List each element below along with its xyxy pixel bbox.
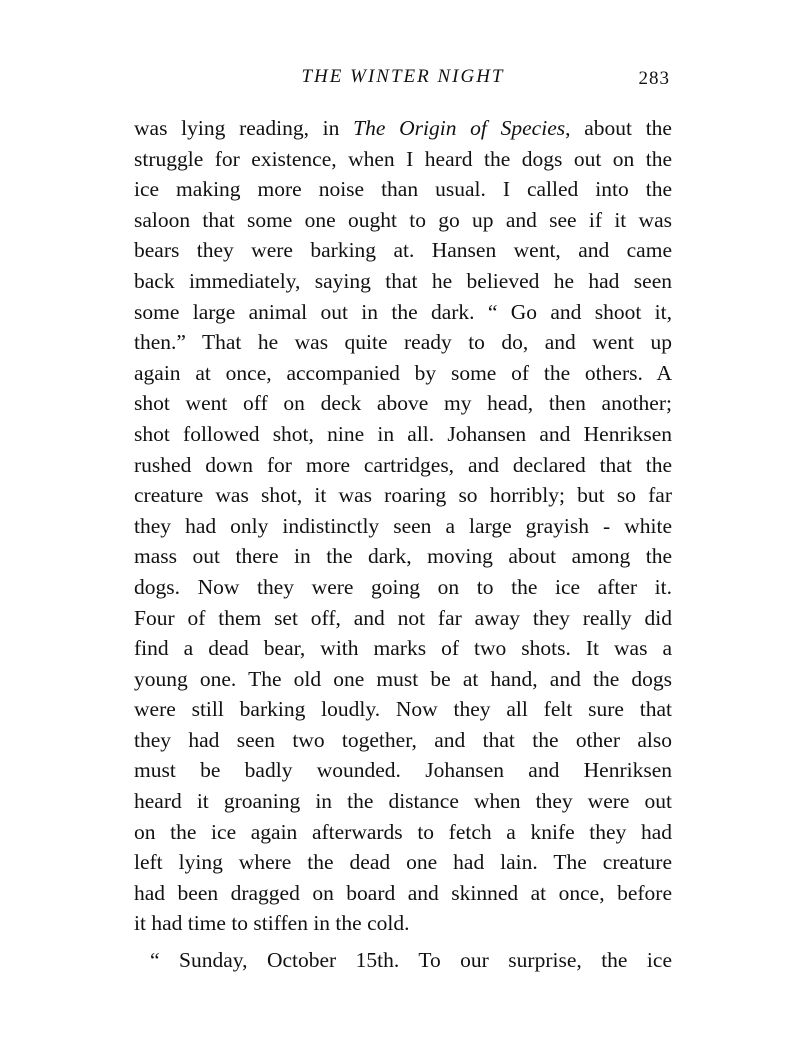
text-line: again at once, accompanied by some of the others. A (134, 360, 672, 385)
text-line: struggle for existence, when I heard the dogs out on the (134, 146, 672, 171)
text-line-paragraph-end: it had time to stiffen in the cold. (134, 911, 410, 936)
text-line: then.” That he was quite ready to do, and went up (134, 330, 672, 355)
text-line: dogs. Now they were going on to the ice after it. (134, 574, 672, 599)
text-line: heard it groaning in the distance when they were out (134, 789, 672, 814)
running-head (134, 66, 672, 96)
text-line: had been dragged on board and skinned at once, before (134, 880, 672, 905)
page-number: 283 (638, 68, 670, 89)
text-line: they had only indistinctly seen a large grayish - white (134, 513, 672, 538)
text-line: bears they were barking at. Hansen went, and came (134, 238, 672, 263)
text-line: young one. The old one must be at hand, and the dogs (134, 666, 672, 691)
book-title: The Origin of Species (353, 116, 566, 140)
text-line: ice making more noise than usual. I called into the (134, 177, 672, 202)
text-line: was lying reading, in The Origin of Species, about the (134, 116, 672, 140)
text-line: creature was shot, it was roaring so horribly; but so far (134, 483, 672, 508)
text-line: they had seen two together, and that the other also (134, 727, 672, 752)
text-line: shot went off on deck above my head, then another; (134, 391, 672, 416)
text-line: rushed down for more cartridges, and declared that the (134, 452, 672, 477)
text-line: Four of them set off, and not far away they really did (134, 605, 672, 630)
text-line: find a dead bear, with marks of two shots. It was a (134, 636, 672, 661)
text-line: back immediately, saying that he believed he had seen (134, 268, 672, 293)
text-line: were still barking loudly. Now they all felt sure that (134, 697, 672, 722)
text-line: shot followed shot, nine in all. Johansen and Henriksen (134, 421, 672, 446)
body-text (134, 113, 672, 976)
text-line: left lying where the dead one had lain. The creature (134, 850, 672, 875)
text-line: on the ice again afterwards to fetch a knife they had (134, 819, 672, 844)
text-line: some large animal out in the dark. “ Go and shoot it, (134, 299, 672, 324)
text-line: mass out there in the dark, moving about among the (134, 544, 672, 569)
text-line-paragraph-start: “ Sunday, October 15th. To our surprise, the ice (150, 948, 672, 973)
text-line: must be badly wounded. Johansen and Henriksen (134, 758, 672, 783)
running-title: THE WINTER NIGHT (301, 66, 505, 87)
text-line: saloon that some one ought to go up and see if it was (134, 207, 672, 232)
